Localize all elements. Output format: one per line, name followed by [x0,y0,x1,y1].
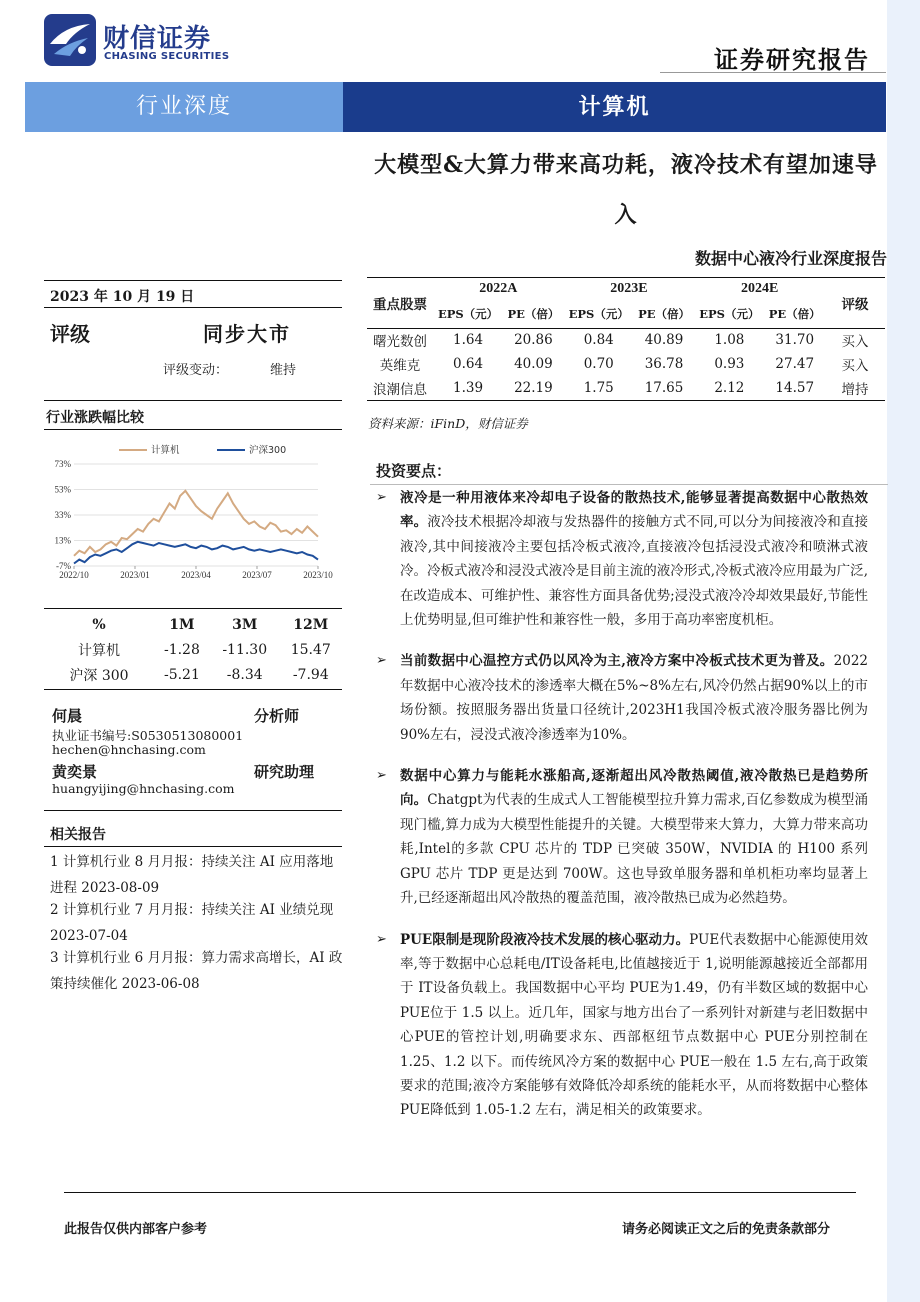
perf-header-row [44,612,342,637]
report-subtitle: 数据中心液冷行业深度报告 [694,249,887,268]
stock-cell: 0.64 [453,356,484,372]
related-reports-title: 相关报告 [50,827,106,843]
report-type: 证券研究报告 [714,45,870,74]
perf-cell: -5.21 [163,666,200,683]
analyst-name: 何晨 [52,707,83,725]
sidebar-rule [44,810,342,811]
bullet-head: 数据中心算力与能耗水涨船高,逐渐超出风冷散热阈值,液冷散热已是趋势所向。 [400,768,868,809]
footer-right: 请务必阅读正文之后的免责条款部分 [622,1222,831,1237]
chart-series-line [74,542,318,564]
stock-cell: 40.09 [514,356,553,372]
bullet-head: PUE限制是现阶段液冷技术发展的核心驱动力。 [400,931,690,948]
perf-row [44,637,342,662]
industry-performance-chart [44,438,342,592]
chart-y-tick-label: -7% [56,561,71,571]
stock-name: 英维克 [379,358,421,374]
bullet-body: Chatgpt为代表的生成式人工智能模型拉升算力需求,百亿参数成为模型涌现门槛,算力成为大模型性能提升的关键。大模型带来大算力，大算力带来高功耗,Intel的多款 CPU 芯片的 TDP 已突破 350W，NVIDIA 的 H100 系列 GPU 芯片 TDP 更是达到 700W。这也导致单服务器和单机柜功率均显著上升,已经逐渐超出风冷散热的覆盖范围，液冷散热已成为必然趋势。 [400,792,869,907]
chart-svg [44,438,342,588]
stock-header-rating: 评级 [841,296,869,313]
bullet-arrow-icon: ➢ [376,931,387,947]
chart-y-tick-label: 13% [54,535,71,546]
stock-row [367,376,885,400]
sidebar-rule [44,608,342,609]
stock-subheader: PE（倍） [638,306,690,321]
report-title-line-1: 大模型&大算力带来高功耗，液冷技术有望加速导 [374,152,878,178]
perf-header: 1M [169,616,195,633]
investment-title: 投资要点： [376,462,452,480]
report-category-band: 行业深度 [25,82,343,132]
perf-cell: -1.28 [163,641,200,658]
perf-header: % [92,616,106,633]
rating-value: 同步大市 [203,322,291,346]
analyst-email[interactable]: huangyijing@hnchasing.com [52,781,235,796]
bullet-arrow-icon: ➢ [376,653,387,669]
investment-bullets [376,486,868,1140]
stock-subheader: PE（倍） [768,306,821,321]
related-report-item[interactable]: 2 计算机行业 7 月月报：持续关注 AI 业绩兑现 2023-07-04 [50,902,334,944]
footer-rule [64,1192,856,1193]
stock-cell: 1.08 [714,332,745,349]
bullet-body: 液冷技术根据冷却液与发热器件的接触方式不同,可以分为间接液冷和直接液冷,其中间接液冷主要包括冷板式液冷,直接液冷包括浸没式液冷和喷淋式液冷。冷板式液冷和浸没式液冷是目前主流的液冷形式,冷板式液冷应用最为广泛,在改造成本、可维护性、兼容性方面具备优势;浸没式液冷冷却效果最好,节能性上优势明显,但可维护性和兼容性一般，多用于高功率密度机柜。 [400,514,868,629]
analyst-email[interactable]: hechen@hnchasing.com [52,742,206,757]
chart-y-tick-label: 33% [54,510,71,520]
chart-x-tick-label: 2023/07 [242,570,272,580]
report-title [365,140,887,240]
stock-rating: 增持 [841,381,869,398]
stock-name: 浪潮信息 [373,381,427,398]
stock-cell: 1.64 [453,332,484,349]
brand-name-cn: 财信证券 [103,24,212,54]
perf-header: 3M [232,616,258,633]
chart-x-tick-label: 2023/10 [303,570,333,580]
bullet-head: 当前数据中心温控方式仍以风冷为主,液冷方案中冷板式技术更为普及。 [400,653,834,670]
analyst-role: 研究助理 [254,763,315,781]
related-report-item[interactable]: 1 计算机行业 8 月月报：持续关注 AI 应用落地进程 2023-08-09 [50,854,334,896]
stock-header-key: 重点股票 [373,296,427,313]
stock-rating: 买入 [841,358,869,374]
stock-header-year: 2023E [610,281,648,296]
rating-change-label: 评级变动： [163,363,229,378]
key-stocks-table [367,278,885,401]
stock-cell: 2.12 [714,379,745,396]
stock-subheader: EPS（元） [699,306,760,321]
right-margin-strip [887,0,920,1302]
stock-cell: 1.39 [453,379,484,396]
stock-subheader: EPS（元） [568,306,629,321]
perf-cell: -8.34 [226,666,263,683]
stock-cell: 14.57 [775,379,815,396]
performance-table [44,612,342,687]
stock-rating: 买入 [841,334,869,351]
stock-name: 曙光数创 [373,334,427,351]
chart-legend-label: 沪深300 [249,445,287,456]
sidebar-rule [44,689,342,690]
related-report-item[interactable]: 3 计算机行业 6 月月报：算力需求高增长，AI 政策持续催化 2023-06-08 [50,950,343,992]
table-source: 资料来源：iFinD，财信证券 [368,416,528,431]
stock-row [367,328,885,352]
perf-header: 12M [293,616,329,633]
report-date: 2023 年 10 月 19 日 [50,289,195,305]
sidebar-rule [44,429,342,430]
stock-cell: 27.47 [775,356,815,372]
rating-change-value: 维持 [270,363,297,378]
stock-header-year: 2022A [479,281,518,296]
analyst-cert: 执业证书编号:S0530513080001 [52,728,244,743]
chart-x-tick-label: 2022/10 [59,570,89,580]
stock-subheader: EPS（元） [437,306,499,321]
footer-left: 此报告仅供内部客户参考 [64,1222,208,1237]
sidebar-rule [44,846,342,847]
industry-band: 计算机 [343,82,886,132]
stock-cell: 40.89 [644,332,684,349]
chart-series-line [74,491,318,556]
sidebar-rule [44,280,342,281]
perf-row [44,662,342,687]
brand-logo [44,14,96,66]
stock-header-row [367,278,885,300]
brand-name-en: CHASING SECURITIES [104,51,230,62]
investment-rule [370,484,888,485]
stock-row [367,352,885,376]
investment-bullet [376,649,868,747]
bullet-body: 2022年数据中心液冷技术的渗透率大概在5%~8%左右,风冷仍然占据90%以上的市场份额。按照服务器出货量口径统计,2023H1我国冷板式液冷服务器比例为90%左右，浸没式液冷渗透率为10%。 [400,653,868,743]
bullet-head: 液冷是一种用液体来冷却电子设备的散热技术,能够显著提高数据中心散热效率。 [400,490,868,531]
bullet-arrow-icon: ➢ [376,490,387,505]
chart-legend-label: 计算机 [151,445,180,456]
perf-cell: 计算机 [78,642,120,659]
perf-cell: -11.30 [222,641,268,658]
investment-bullet [376,486,868,632]
chart-y-tick-label: 53% [54,484,71,495]
stock-cell: 0.84 [583,332,614,349]
chart-y-tick-label: 73% [54,459,71,469]
stock-cell: 22.19 [514,379,553,396]
investment-bullet [376,928,868,1123]
stock-header-year: 2024E [740,281,779,296]
stock-cell: 20.86 [514,332,553,349]
perf-cell: 15.47 [290,641,331,658]
stock-cell: 1.75 [583,379,614,396]
rating-label: 评级 [50,322,90,346]
stock-cell: 0.70 [583,356,614,372]
stock-cell: 17.65 [644,379,684,396]
chart-section-title: 行业涨跌幅比较 [46,410,144,426]
analyst-name: 黄奕景 [52,763,98,781]
report-title-line-2: 入 [614,202,638,228]
analyst-role: 分析师 [254,707,300,725]
chart-x-tick-label: 2023/01 [120,570,150,580]
stock-subheader: PE（倍） [507,306,560,321]
chart-x-tick-label: 2023/04 [181,570,211,580]
stock-cell: 31.70 [775,332,815,349]
stock-cell: 36.78 [644,356,684,372]
header-divider [660,72,886,73]
stock-cell: 0.93 [714,356,745,372]
bullet-body: PUE代表数据中心能源使用效率,等于数据中心总耗电/IT设备耗电,比值越接近于 1,说明能源越接近全部都用于 IT设备负载上。我国数据中心平均 PUE为1.49，仍有半数区域的数据中心 PUE位于 1.5 以上。近几年，国家与地方出台了一系列针对新建与老旧数据中心PUE的管控计划,明确要求东、西部枢纽节点数据中心 PUE分别控制在 1.25、1.2 以下。而传统风冷方案的数据中心 PUE一般在 1.5 左右,高于政策要求的范围;液冷方案能够有效降低冷却系统的能耗水平，从而将数据中心整体PUE降低到 1.05-1.2 左右，满足相关的政策要求。 [400,931,868,1119]
stock-subheader-row [367,300,885,328]
sidebar-rule [44,307,342,308]
sidebar-rule [44,400,342,401]
perf-cell: -7.94 [292,666,329,683]
investment-bullet [376,764,868,910]
perf-cell: 沪深 300 [69,667,129,684]
bullet-arrow-icon: ➢ [376,768,387,784]
